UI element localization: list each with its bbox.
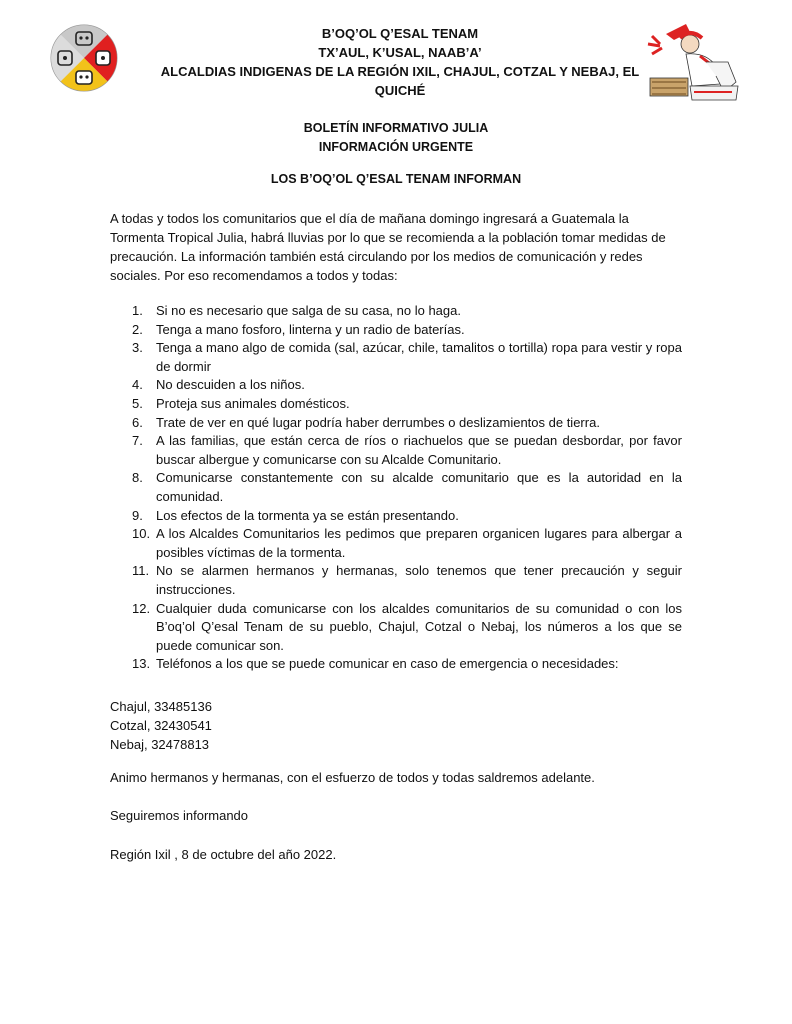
recommendation-text: Trate de ver en qué lugar podría haber derrumbes o deslizamientos de tierra. [156,414,600,430]
follow-up-note: Seguiremos informando [110,808,249,823]
ixil-seal-logo [50,24,118,92]
recommendation-item [110,562,682,599]
recommendation-text: A las familias, que están cerca de ríos o riachuelos que se puedan desbordar, por favor buscar albergue y comunicarse con su Alcalde Comunitario. [156,433,682,467]
recommendation-text: Teléfonos a los que se puede comunicar en caso de emergencia o necesidades: [156,656,619,672]
recommendation-number: 6. [132,414,143,430]
phone-entry: Chajul, 33485136 [110,699,212,714]
bulletin-titles [0,119,792,157]
recommendation-item [110,525,682,562]
org-motto: TX’AUL, K’USAL, NAAB’A’ [318,45,482,60]
org-region: ALCALDIAS INDIGENAS DE LA REGIÓN IXIL, CHAJUL, COTZAL Y NEBAJ, EL QUICHÉ [160,64,640,98]
letterhead [0,20,792,100]
recommendation-item [110,302,682,321]
recommendation-item [110,321,682,340]
recommendation-item [110,414,682,433]
recommendation-text: A los Alcaldes Comunitarios les pedimos que preparen organicen lugares para albergar a posibles víctimas de la tormenta. [156,526,682,560]
recommendation-number: 9. [132,507,143,523]
intro-paragraph: A todas y todos los comunitarios que el día de mañana domingo ingresará a Guatemala la Tormenta Tropical Julia, habrá lluvias por lo que se recomienda a la población tomar medidas de precaución. La información también está circulando por los medios de comunicación y redes sociales. Por eso recomendamos a todos y todas: [110,211,666,283]
org-name: B’OQ’OL Q’ESAL TENAM [321,26,479,41]
recommendation-text: Comunicarse constantemente con su alcalde comunitario que es la autoridad en la comunidad. [156,470,682,504]
announcement-heading: LOS B’OQ’OL Q’ESAL TENAM INFORMAN [270,172,522,186]
urgent-subtitle: INFORMACIÓN URGENTE [318,140,474,154]
recommendation-number: 13. [132,656,151,672]
recommendation-number: 1. [132,303,143,318]
letterhead-text [140,24,660,100]
recommendation-text: Tenga a mano fosforo, linterna y un radio de baterías. [156,321,465,337]
recommendation-item [110,469,682,506]
phone-entry: Cotzal, 32430541 [110,718,212,733]
recommendation-number: 8. [132,470,143,486]
recommendation-number: 7. [132,433,143,449]
recommendation-item [110,655,682,674]
recommendation-text: Los efectos de la tormenta ya se están presentando. [156,507,459,523]
recommendation-number: 12. [132,600,151,616]
recommendation-number: 2. [132,321,143,337]
recommendation-number: 3. [132,340,143,356]
recommendation-text: Cualquier duda comunicarse con los alcaldes comunitarios de su comunidad o con los B’oq’ol Q’esal Tenam de su pueblo, Chajul, Cotzal o Nebaj, los números a los que se puede comunicar son. [156,600,682,653]
closing-message: Animo hermanos y hermanas, con el esfuerzo de todos y todas saldremos adelante. [110,770,595,785]
recommendation-number: 10. [132,526,151,542]
ixil-figure-illustration [646,22,742,102]
recommendation-text: Si no es necesario que salga de su casa, no lo haga. [156,303,461,318]
recommendation-text: No se alarmen hermanos y hermanas, solo tenemos que tener precaución y seguir instrucciones. [156,563,682,597]
recommendation-item [110,395,682,414]
recommendations-list [110,302,682,674]
recommendation-number: 5. [132,395,143,411]
recommendation-item [110,432,682,469]
dateline: Región Ixil , 8 de octubre del año 2022. [110,847,337,862]
recommendation-text: No descuiden a los niños. [156,377,305,393]
recommendation-item [110,339,682,376]
recommendation-item [110,600,682,656]
recommendation-number: 11. [132,563,150,579]
phone-entry: Nebaj, 32478813 [110,737,210,752]
recommendation-item [110,376,682,395]
recommendation-text: Proteja sus animales domésticos. [156,395,350,411]
recommendation-text: Tenga a mano algo de comida (sal, azúcar, chile, tamalitos o tortilla) ropa para vestir y ropa de dormir [156,340,682,374]
emergency-phones [110,697,212,754]
recommendation-item [110,507,682,526]
bulletin-title: BOLETÍN INFORMATIVO JULIA [303,121,489,135]
recommendation-number: 4. [132,377,143,393]
